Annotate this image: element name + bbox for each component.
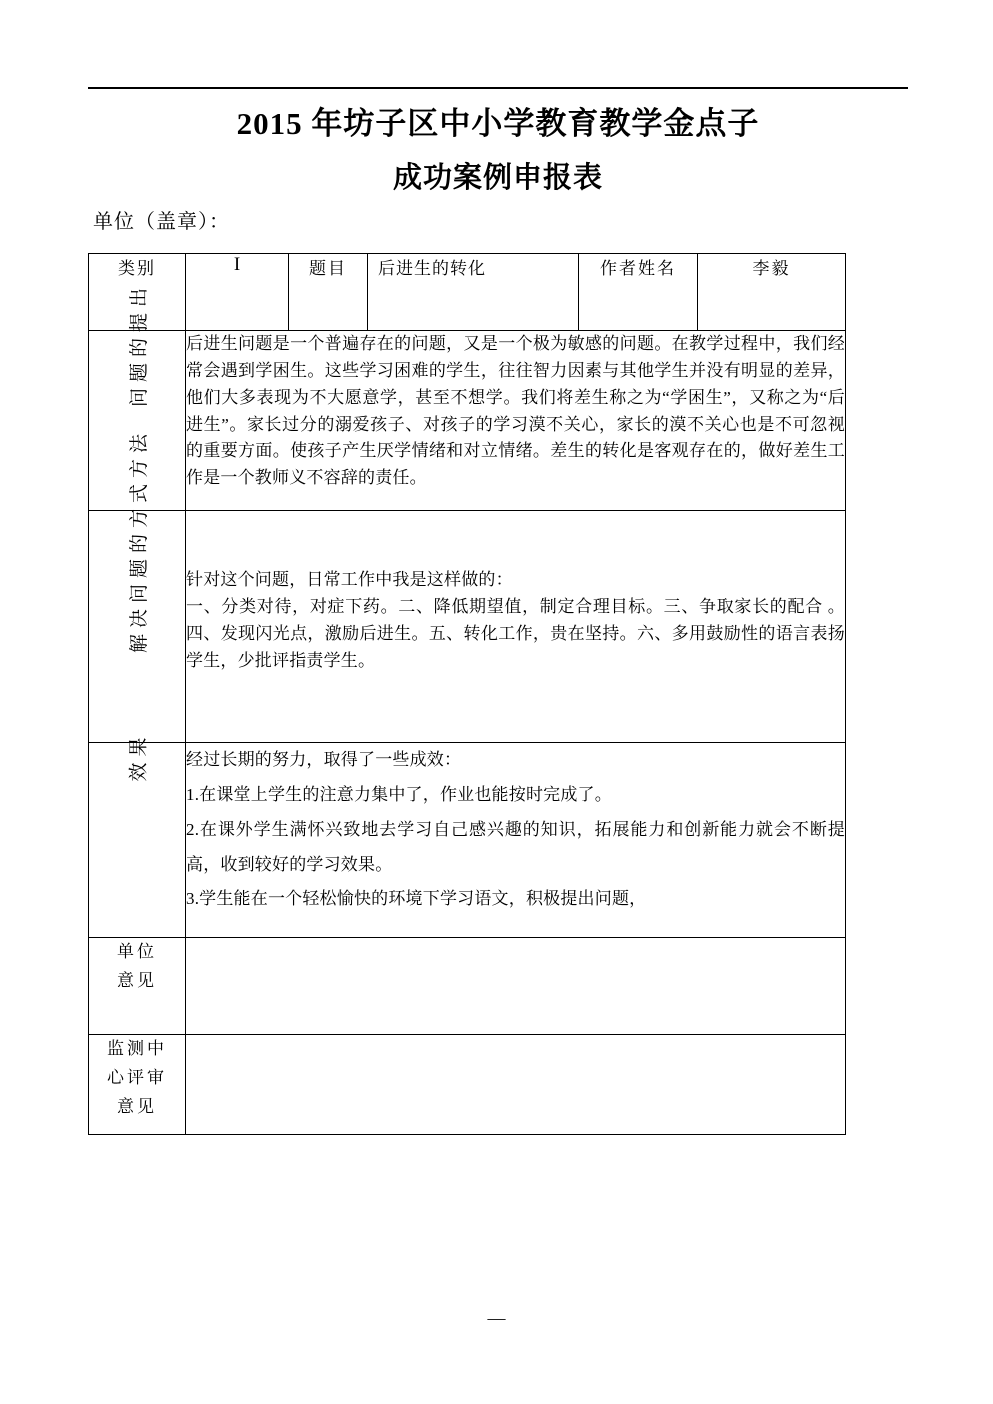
effect-item-2: 2.在课外学生满怀兴致地去学习自己感兴趣的知识，拓展能力和创新能力就会不断提高，收到较好的学习效果。 [186, 819, 845, 874]
problem-paragraph: 后进生问题是一个普遍存在的问题，又是一个极为敏感的问题。在教学过程中，我们经常会遇到学困生。这些学习困难的学生，往往智力因素与其他学生并没有明显的差异，他们大多表现为不大愿意学，甚至不想学。我们将差生称之为“学困生”，又称之为“后进生”。家长过分的溺爱孩子、对孩子的学习漠不关心，家长的漠不关心也是不可忽视的重要方面。使孩子产生厌学情绪和对立情绪。差生的转化是客观存在的，做好差生工作是一个教师义不容辞的责任。 [186, 334, 845, 488]
page-number-marker: — [487, 1308, 506, 1328]
unit-stamp-label: 单位（盖章）： [93, 211, 230, 233]
document-title-line-1: 2015 年坊子区中小学教育教学金点子 [236, 106, 760, 141]
cell-unit-opinion-label [89, 938, 186, 1035]
cell-method-content [186, 511, 846, 743]
method-list-line: 一、分类对待，对症下药。二、降低期望值，制定合理目标。三、争取家长的配合 。四、发现闪光点，激励后进生。五、转化工作，贵在坚持。六、多用鼓励性的语言表扬学生，少批评指责学生。 [186, 596, 845, 670]
effect-item-3: 3.学生能在一个轻松愉快的环境下学习语文，积极提出问题， [186, 889, 647, 909]
cell-center-review-content[interactable] [186, 1035, 846, 1135]
application-form-table [88, 253, 846, 1135]
cell-center-review-label [89, 1035, 186, 1135]
cell-category-value [186, 254, 289, 331]
cell-author-value: 李毅 [698, 254, 846, 331]
unit-opinion-label-line-2: 意见 [117, 970, 157, 990]
document-title-line-2: 成功案例申报表 [392, 162, 603, 194]
cell-effect-label [89, 731, 186, 938]
method-label-text: 解决问题的方式方法 [128, 427, 150, 654]
table-row-effect [89, 743, 846, 938]
cell-method-label [89, 427, 186, 743]
cell-author-label: 作者姓名 [579, 254, 698, 331]
cell-effect-content [186, 743, 846, 938]
problem-label-text: 问题的提出 [128, 281, 150, 408]
effect-intro-line: 经过长期的努力，取得了一些成效： [186, 750, 462, 769]
table-row-center-review [89, 1035, 846, 1135]
category-value-text: I [233, 254, 241, 275]
cell-category-label: 类别 [89, 254, 186, 331]
cell-topic-value: 后进生的转化 [368, 254, 579, 331]
cell-problem-content [186, 331, 846, 511]
table-row-problem-statement [89, 331, 846, 511]
unit-opinion-label-line-1: 单位 [117, 942, 157, 961]
table-row-header [89, 254, 846, 331]
table-row-unit-opinion [89, 938, 846, 1035]
header-divider-rule [88, 87, 908, 89]
cell-topic-label: 题目 [289, 254, 368, 331]
center-review-label-line-2: 心评审 [107, 1067, 167, 1087]
cell-unit-opinion-content[interactable] [186, 938, 846, 1035]
method-intro-line: 针对这个问题，日常工作中我是这样做的： [186, 570, 513, 589]
effect-item-1: 1.在课堂上学生的注意力集中了，作业也能按时完成了。 [186, 784, 612, 804]
effect-label-text: 效果 [128, 731, 150, 782]
center-review-label-line-3: 意见 [117, 1096, 157, 1116]
center-review-label-line-1: 监测中 [107, 1039, 167, 1058]
table-row-solution-method [89, 511, 846, 743]
